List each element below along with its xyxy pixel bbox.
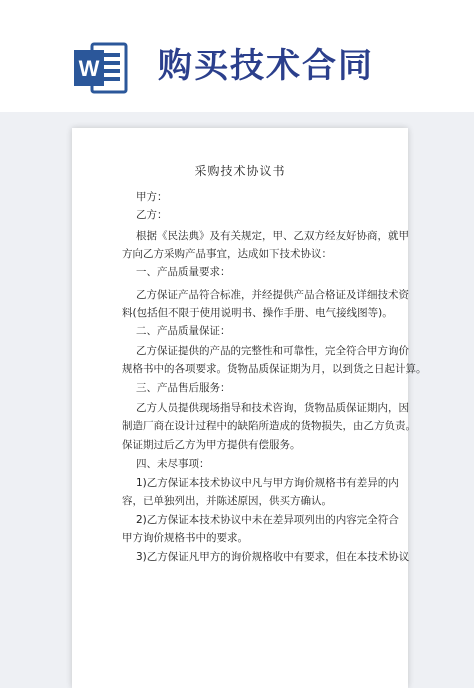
paragraph-line: 规格书中的各项要求。货物品质保证期为月，以到货之日起计算。: [122, 363, 427, 375]
section-heading: 三、产品售后服务：: [136, 382, 231, 394]
paragraph-line: 1)乙方保证本技术协议中凡与甲方询价规格书有差异的内: [136, 477, 399, 489]
section-heading: 四、未尽事项：: [136, 458, 210, 470]
paragraph-line: 甲方询价规格书中的要求。: [122, 532, 248, 544]
paragraph-line: 根据《民法典》及有关规定，甲、乙双方经友好协商，就甲: [136, 230, 409, 242]
section-heading: 一、产品质量要求：: [136, 266, 231, 278]
party-b-line: 乙方：: [136, 209, 168, 221]
document-title: 采购技术协议书: [194, 164, 286, 178]
page-title: 购买技术合同: [158, 46, 374, 86]
paragraph-line: 乙方保证产品符合标准，并经提供产品合格证及详细技术资: [136, 289, 409, 301]
paragraph-line: 保证期过后乙方为甲方提供有偿服务。: [122, 439, 301, 451]
section-heading: 二、产品质量保证：: [136, 325, 231, 337]
document-page: [72, 128, 427, 688]
paragraph-line: 乙方保证提供的产品的完整性和可靠性，完全符合甲方询价: [136, 345, 409, 357]
header-banner: [0, 0, 474, 112]
word-document-icon: [74, 42, 128, 94]
paragraph-line: 3)乙方保证凡甲方的询价规格收中有要求，但在本技术协议: [136, 551, 410, 563]
paragraph-line: 2)乙方保证本技术协议中未在差异项列出的内容完全符合: [136, 514, 399, 526]
paragraph-line: 乙方人员提供现场指导和技术咨询，货物品质保证期内，因: [136, 402, 409, 414]
svg-text:W: W: [78, 56, 100, 81]
paragraph-line: 容，已单独列出，并陈述原因，供买方确认。: [122, 495, 332, 507]
paragraph-line: 料(包括但不限于使用说明书、操作手册、电气接线图等)。: [122, 307, 393, 319]
paragraph-line: 方向乙方采购产品事宜，达成如下技术协议：: [122, 248, 332, 260]
party-a-line: 甲方：: [136, 191, 168, 203]
paragraph-line: 制造厂商在设计过程中的缺陷所造成的货物损失，由乙方负责。: [122, 420, 416, 432]
